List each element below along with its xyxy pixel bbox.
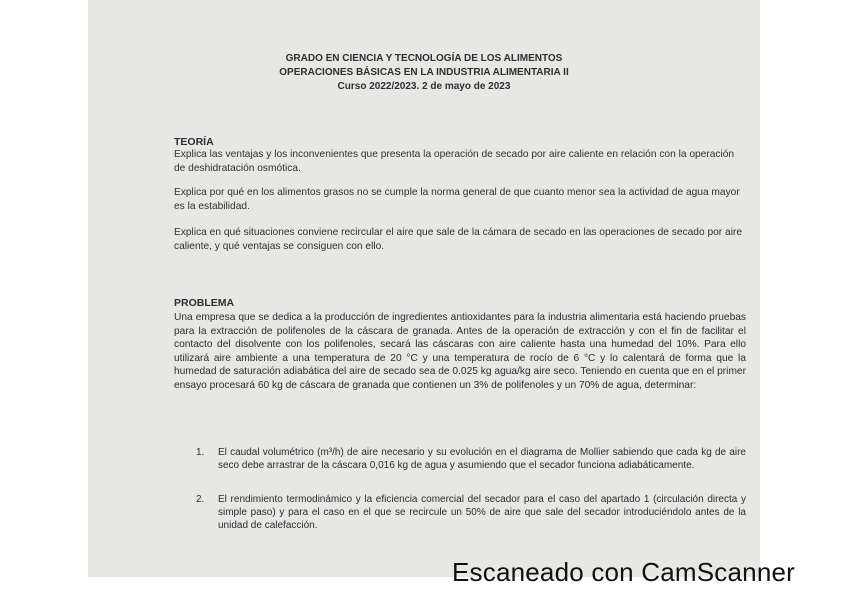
item-number: 1.: [196, 447, 205, 458]
camscanner-watermark: Escaneado con CamScanner: [452, 557, 796, 587]
teoria-question-2: Explica por qué en los alimentos grasos no se cumple la norma general de que cuanto menor sea la actividad de agua mayor es la estabilidad.: [174, 187, 740, 212]
problema-statement: Una empresa que se dedica a la producción de ingredientes antioxidantes para la industria alimentaria está haciendo pruebas para la extracción de polifenoles de la cáscara de granada. Antes de la operación de extracción y con el fin de facilitar el contacto del disolvente con los polifenoles, secará las cáscaras con aire caliente hasta una humedad del 10%. Para ello utilizará aire ambiente a una temperatura de 20 °C y una temperatura de rocío de 6 °C y lo calentará de forma que la humedad de saturación adiabática del aire de secado sea de 0.025 kg agua/kg aire seco. Teniendo en cuenta que en el primer ensayo procesará 60 kg de cáscara de granada que contienen un 3% de polifenoles y un 70% de agua, determinar:: [174, 312, 746, 391]
document-header: [88, 52, 760, 94]
degree-title: GRADO EN CIENCIA Y TECNOLOGÍA DE LOS ALIMENTOS: [285, 53, 563, 64]
teoria-question-3: Explica en qué situaciones conviene recircular el aire que sale de la cámara de secado en las operaciones de secado por aire caliente, y qué ventajas se consiguen con ello.: [174, 227, 743, 252]
teoria-question-1: Explica las ventajas y los inconvenientes que presenta la operación de secado por aire caliente en relación con la operación de deshidratación osmótica.: [174, 149, 735, 174]
item-text: El caudal volumétrico (m³/h) de aire necesario y su evolución en el diagrama de Mollier sabiendo que cada kg de aire seco debe arrastrar de la cáscara 0,016 kg de agua y asumiendo que el secador funciona adiabáticamente.: [218, 447, 746, 472]
teoria-heading: TEORÍA: [174, 136, 214, 148]
problema-item-1: [196, 446, 746, 486]
problema-item-2: [196, 493, 746, 533]
problema-heading: PROBLEMA: [174, 297, 235, 309]
course-title: OPERACIONES BÁSICAS EN LA INDUSTRIA ALIMENTARIA II: [279, 67, 569, 78]
scanned-page: [88, 0, 760, 577]
exam-date: Curso 2022/2023. 2 de mayo de 2023: [337, 81, 511, 92]
item-number: 2.: [196, 494, 205, 505]
item-text: El rendimiento termodinámico y la eficiencia comercial del secador para el caso del apartado 1 (circulación directa y simple paso) y para el caso en el que se recircule un 50% de aire que sale del secador introduciéndolo antes de la unidad de calefacción.: [218, 494, 746, 532]
